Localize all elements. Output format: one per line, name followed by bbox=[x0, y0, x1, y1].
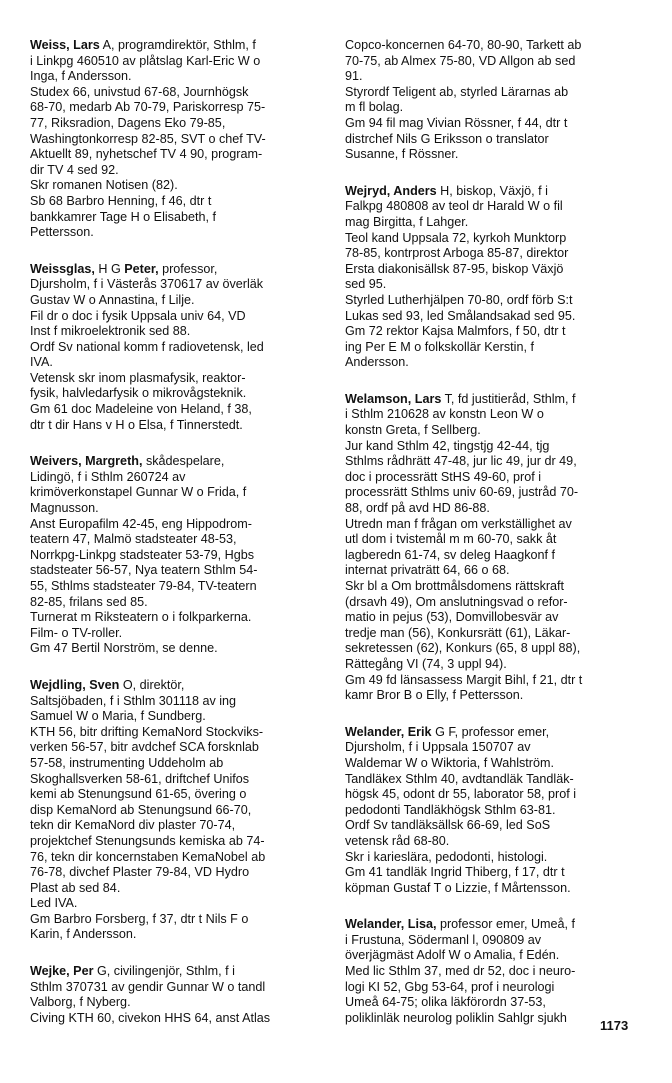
entry-line bbox=[30, 194, 324, 210]
entry-text: fysik, halvledarfysik o mikrovågsteknik. bbox=[30, 386, 247, 401]
entry-line bbox=[30, 163, 324, 179]
entry-line bbox=[345, 485, 639, 501]
entry-text: i Sthlm 210628 av konstn Leon W o bbox=[345, 407, 544, 422]
entry-line bbox=[345, 309, 639, 325]
entry-heading-name: Welander, Erik bbox=[345, 724, 432, 739]
entry-text: Studex 66, univstud 67-68, Journhögsk bbox=[30, 84, 249, 99]
entry-text: Styrordf Teligent ab, styrled Lärarnas ab bbox=[345, 84, 569, 99]
entry-heading-name: Weissglas, bbox=[30, 261, 95, 276]
entry-line bbox=[30, 865, 324, 881]
entry-text: Lukas sed 93, led Smålandsakad sed 95. bbox=[345, 308, 576, 323]
entry-text: ing Per E M o folkskollär Kerstin, f bbox=[345, 339, 534, 354]
entry-line bbox=[30, 532, 324, 548]
entry-text: Pettersson. bbox=[30, 225, 94, 240]
entry-line bbox=[345, 787, 639, 803]
entry-text: Fil dr o doc i fysik Uppsala univ 64, VD bbox=[30, 308, 246, 323]
entry-text: kemi ab Stenungsund 61-65, övering o bbox=[30, 787, 247, 802]
entry-line bbox=[345, 865, 639, 881]
entry-line bbox=[345, 293, 639, 309]
entry-line bbox=[345, 199, 639, 215]
entry-line bbox=[345, 688, 639, 704]
entry-text: Anst Europafilm 42-45, eng Hippodrom- bbox=[30, 516, 252, 531]
entry-text: Gustav W o Annastina, f Lilje. bbox=[30, 292, 195, 307]
entry-line bbox=[345, 324, 639, 340]
entry-text: Med lic Sthlm 37, med dr 52, doc i neuro- bbox=[345, 964, 576, 979]
entry-heading-name: Weivers, Margreth, bbox=[30, 454, 143, 469]
entry-line bbox=[30, 579, 324, 595]
entry-line bbox=[345, 917, 639, 933]
entry-text: professor, bbox=[158, 261, 218, 276]
entry-text: Falkpg 480808 av teol dr Harald W o fil bbox=[345, 199, 563, 214]
entry-line bbox=[345, 803, 639, 819]
entry-text: Gm Barbro Forsberg, f 37, dtr t Nils F o bbox=[30, 911, 249, 926]
entry-text: projektchef Stenungsunds kemiska ab 74- bbox=[30, 833, 265, 848]
entry-text: IVA. bbox=[30, 355, 53, 370]
entry-text: Inga, f Andersson. bbox=[30, 69, 132, 84]
entry-line bbox=[345, 423, 639, 439]
entry-line bbox=[30, 694, 324, 710]
entry-text: Turnerat m Riksteatern o i folkparkerna. bbox=[30, 610, 252, 625]
entry-text: Ordf Sv national komm f radiovetensk, led bbox=[30, 339, 264, 354]
entry-line bbox=[345, 818, 639, 834]
entry-line bbox=[345, 881, 639, 897]
entry-text: distrchef Nils G Eriksson o translator bbox=[345, 131, 549, 146]
entry-line bbox=[345, 407, 639, 423]
entry-line bbox=[30, 641, 324, 657]
entry-text: Djursholm, f i Västerås 370617 av överläk bbox=[30, 277, 264, 292]
entry-text: Magnusson. bbox=[30, 501, 99, 516]
entry-line bbox=[345, 501, 639, 517]
entry-line bbox=[345, 641, 639, 657]
entry-text: verken 56-57, bitr avdchef SCA forsknlab bbox=[30, 740, 259, 755]
entry-text: högsk 45, odont dr 55, laborator 58, prof i bbox=[345, 787, 577, 802]
entry-text: Norrkpg-Linkpg stadsteater 53-79, Hgbs bbox=[30, 547, 255, 562]
entry-text: Samuel W o Maria, f Sundberg. bbox=[30, 709, 206, 724]
entry-text: Gm 41 tandläk Ingrid Thiberg, f 17, dtr t bbox=[345, 865, 565, 880]
entry-text: stadsteater 56-57, Nya teatern Sthlm 54- bbox=[30, 563, 258, 578]
entry-text: Plast ab sed 84. bbox=[30, 880, 121, 895]
entry-text: 55, Sthlms stadsteater 79-84, TV-teatern bbox=[30, 579, 257, 593]
entry-line bbox=[30, 980, 324, 996]
left-column bbox=[30, 38, 324, 1047]
entry-text: Ordf Sv tandläksällsk 66-69, led SoS bbox=[345, 818, 551, 833]
entry-text: T, fd justitieråd, Sthlm, f bbox=[441, 391, 576, 406]
entry-line bbox=[345, 563, 639, 579]
entry-line bbox=[30, 69, 324, 85]
entry-text: Gm 49 fd länsassess Margit Bihl, f 21, dtr t bbox=[345, 672, 583, 687]
entry-line bbox=[30, 995, 324, 1011]
entry-line bbox=[345, 340, 639, 356]
entry-text: i Frustuna, Södermanl l, 090809 av bbox=[345, 932, 542, 947]
entry-text: 70-75, ab Almex 75-80, VD Allgon ab sed bbox=[345, 53, 576, 68]
entry-text: Tandläkex Sthlm 40, avdtandläk Tandläk- bbox=[345, 771, 574, 786]
entry-line bbox=[345, 246, 639, 262]
entry-text: 77, Riksradion, Dagens Eko 79-85, bbox=[30, 115, 226, 130]
entry-line bbox=[30, 116, 324, 132]
entry-line bbox=[345, 933, 639, 949]
entry-line bbox=[345, 69, 639, 85]
entry-text: m fl bolag. bbox=[345, 100, 404, 115]
entry-heading-name: Welander, Lisa, bbox=[345, 917, 437, 932]
entry-line bbox=[30, 610, 324, 626]
entry-text: Skoghallsverken 58-61, driftchef Unifos bbox=[30, 771, 250, 786]
entry-heading-name: Wejke, Per bbox=[30, 964, 94, 979]
entry-text: poliklinläk neurolog poliklin Sahlgr sjukh bbox=[345, 1010, 567, 1025]
entry-text: 82-85, frilans sed 85. bbox=[30, 594, 148, 609]
entry-text: O, direktör, bbox=[119, 677, 185, 692]
entry-line bbox=[345, 725, 639, 741]
entry-line bbox=[30, 100, 324, 116]
entry-text: sekretessen (62), Konkurs (65, 8 uppl 88), bbox=[345, 641, 581, 656]
entry-line bbox=[30, 470, 324, 486]
entry-line bbox=[30, 927, 324, 943]
page-number: 1173 bbox=[600, 1018, 629, 1033]
entry-heading-name: Wejryd, Anders bbox=[345, 183, 437, 198]
entry-text: mag Birgitta, f Lahger. bbox=[345, 214, 469, 229]
entry-line bbox=[345, 948, 639, 964]
entry-text: G F, professor emer, bbox=[431, 724, 550, 739]
entry-text: teatern 47, Malmö stadsteater 48-53, bbox=[30, 532, 237, 547]
entry-text: vetensk råd 68-80. bbox=[345, 833, 450, 848]
entry-line bbox=[345, 54, 639, 70]
entry-text: Vetensk skr inom plasmafysik, reaktor- bbox=[30, 370, 246, 385]
entry-line bbox=[30, 277, 324, 293]
entry-line bbox=[345, 834, 639, 850]
entry-line bbox=[30, 725, 324, 741]
entry-line bbox=[30, 38, 324, 54]
entry-text: i Linkpg 460510 av plåtslag Karl-Eric W o bbox=[30, 53, 261, 68]
entry-heading-name: Welamson, Lars bbox=[345, 391, 442, 406]
entry-heading-name: Peter, bbox=[124, 261, 159, 276]
entry-line bbox=[345, 38, 639, 54]
entry-text: Karin, f Andersson. bbox=[30, 927, 137, 942]
entry-line bbox=[30, 454, 324, 470]
entry-line bbox=[345, 995, 639, 1011]
entry-text: internat privaträtt 64, 66 o 68. bbox=[345, 563, 510, 578]
entry-line bbox=[345, 626, 639, 642]
entry-text: överjägmäst Adolf W o Amalia, f Edén. bbox=[345, 948, 560, 963]
entry-text: Waldemar W o Wiktoria, f Wahlström. bbox=[345, 755, 554, 770]
entry-line bbox=[345, 439, 639, 455]
entry-wejryd-anders bbox=[345, 184, 639, 371]
entry-line bbox=[30, 178, 324, 194]
entry-text: Gm 47 Bertil Norström, se denne. bbox=[30, 641, 218, 656]
entry-line bbox=[30, 964, 324, 980]
entry-text: dir TV 4 sed 92. bbox=[30, 162, 119, 177]
entry-text: konstn Greta, f Sellberg. bbox=[345, 423, 481, 438]
entry-line bbox=[30, 803, 324, 819]
entry-text: Jur kand Sthlm 42, tingstjg 42-44, tjg bbox=[345, 438, 550, 453]
entry-line bbox=[30, 709, 324, 725]
entry-line bbox=[30, 262, 324, 278]
entry-line bbox=[30, 787, 324, 803]
entry-text: 57-58, instrumenting Uddeholm ab bbox=[30, 755, 224, 770]
entry-text: Valborg, f Nyberg. bbox=[30, 995, 131, 1010]
entry-wejke-per bbox=[30, 964, 324, 1026]
entry-line bbox=[345, 215, 639, 231]
entry-text: H, biskop, Växjö, f i bbox=[436, 183, 548, 198]
entry-line bbox=[30, 54, 324, 70]
entry-line bbox=[30, 371, 324, 387]
entry-text: pedodonti Tandläkhögsk Sthlm 63-81. bbox=[345, 802, 556, 817]
entry-text: logi KI 52, Gbg 53-64, prof i neurologi bbox=[345, 979, 555, 994]
entry-welamson-lars bbox=[345, 392, 639, 704]
entry-line bbox=[30, 563, 324, 579]
entry-line bbox=[30, 485, 324, 501]
entry-text: Skr romanen Notisen (82). bbox=[30, 178, 178, 193]
entry-text: Susanne, f Rössner. bbox=[345, 147, 459, 162]
entry-text: Styrled Lutherhjälpen 70-80, ordf förb S:t bbox=[345, 292, 573, 307]
entry-line bbox=[345, 756, 639, 772]
entry-line bbox=[30, 355, 324, 371]
entry-weiss-lars bbox=[30, 38, 324, 241]
entry-line bbox=[30, 386, 324, 402]
entry-weivers-margreth bbox=[30, 454, 324, 657]
entry-text: Inst f mikroelektronik sed 88. bbox=[30, 324, 191, 339]
entry-line bbox=[345, 470, 639, 486]
entry-line bbox=[345, 100, 639, 116]
entry-weissglas-peter bbox=[30, 262, 324, 434]
entry-welander-erik bbox=[345, 725, 639, 897]
entry-line bbox=[345, 579, 639, 595]
entry-text: tredje man (56), Konkursrätt (61), Läkar- bbox=[345, 625, 571, 640]
entry-text: 76, tekn dir koncernstaben KemaNobel ab bbox=[30, 849, 266, 864]
entry-text: 88, ordf på avd HD 86-88. bbox=[345, 501, 490, 516]
entry-text: KTH 56, bitr drifting KemaNord Stockviks- bbox=[30, 724, 264, 739]
entry-text: Skr i karieslära, pedodonti, histologi. bbox=[345, 849, 548, 864]
entry-text: (drsavh 49), Om anslutningsvad o refor- bbox=[345, 594, 568, 609]
entry-line bbox=[30, 402, 324, 418]
entry-line bbox=[345, 548, 639, 564]
entry-line bbox=[30, 340, 324, 356]
entry-line bbox=[30, 772, 324, 788]
entry-text: Sb 68 Barbro Henning, f 46, dtr t bbox=[30, 193, 212, 208]
entry-line bbox=[30, 293, 324, 309]
entry-text: tekn dir KemaNord div plaster 70-74, bbox=[30, 818, 236, 833]
entry-line bbox=[30, 324, 324, 340]
entry-line bbox=[345, 231, 639, 247]
entry-line bbox=[30, 818, 324, 834]
entry-text: lagberedn 61-74, sv deleg Haagkonf f bbox=[345, 547, 556, 562]
entry-line bbox=[30, 678, 324, 694]
entry-line bbox=[345, 532, 639, 548]
entry-line bbox=[30, 210, 324, 226]
entry-text: utl dom i tvistemål m m 60-70, sakk åt bbox=[345, 532, 557, 547]
entry-text: Djursholm, f i Uppsala 150707 av bbox=[345, 740, 531, 755]
entry-line bbox=[345, 610, 639, 626]
entry-text: professor emer, Umeå, f bbox=[436, 917, 576, 932]
entry-text: Umeå 64-75; olika läkförordn 37-53, bbox=[345, 995, 546, 1010]
entry-text: 68-70, medarb Ab 70-79, Pariskorresp 75- bbox=[30, 100, 266, 115]
entry-line bbox=[345, 355, 639, 371]
entry-line bbox=[30, 85, 324, 101]
entry-text: Andersson. bbox=[345, 355, 409, 370]
entry-line bbox=[30, 132, 324, 148]
entry-text: Led IVA. bbox=[30, 896, 78, 911]
entry-text: Civing KTH 60, civekon HHS 64, anst Atlas bbox=[30, 1010, 271, 1025]
entry-text: Washingtonkorresp 82-85, SVT o chef TV- bbox=[30, 131, 266, 146]
entry-wejdling-sven bbox=[30, 678, 324, 943]
entry-line bbox=[30, 147, 324, 163]
entry-line bbox=[345, 657, 639, 673]
entry-text: dtr t dir Hans v H o Elsa, f Tinnerstedt. bbox=[30, 417, 243, 432]
entry-text: H G bbox=[94, 261, 125, 276]
entry-line bbox=[30, 881, 324, 897]
right-column bbox=[345, 38, 639, 1047]
entry-line bbox=[30, 501, 324, 517]
entry-text: disp KemaNord ab Stenungsund 66-70, bbox=[30, 802, 252, 817]
entry-text: Skr bl a Om brottmålsdomens rättskraft bbox=[345, 579, 565, 593]
entry-line bbox=[345, 277, 639, 293]
entry-line bbox=[345, 454, 639, 470]
entry-line bbox=[345, 184, 639, 200]
entry-line bbox=[345, 85, 639, 101]
entry-line bbox=[345, 517, 639, 533]
entry-text: A, programdirektör, Sthlm, f bbox=[99, 38, 256, 52]
entry-text: Utredn man f frågan om verkställighet av bbox=[345, 516, 572, 531]
entry-line bbox=[30, 309, 324, 325]
entry-text: bankkamrer Tage H o Elisabeth, f bbox=[30, 209, 216, 224]
entry-text: Rättegång VI (74, 3 uppl 94). bbox=[345, 656, 507, 671]
entry-text: 91. bbox=[345, 69, 363, 84]
entry-text: Lidingö, f i Sthlm 260724 av bbox=[30, 469, 186, 484]
entry-text: Ersta diakonisällsk 87-95, biskop Växjö bbox=[345, 261, 564, 276]
entry-heading-name: Weiss, Lars bbox=[30, 38, 100, 52]
entry-line bbox=[345, 772, 639, 788]
entry-text: matio in pejus (53), Domvillobesvär av bbox=[345, 610, 559, 625]
entry-line bbox=[30, 896, 324, 912]
entry-line bbox=[30, 740, 324, 756]
entry-text: 78-85, kontrprost Arboga 85-87, direktor bbox=[345, 246, 569, 261]
entry-line bbox=[345, 964, 639, 980]
entry-line bbox=[345, 673, 639, 689]
entry-welander-lisa bbox=[345, 917, 639, 1026]
entry-heading-name: Wejdling, Sven bbox=[30, 677, 120, 692]
entry-line bbox=[345, 132, 639, 148]
entry-text: Sthlm 370731 av gendir Gunnar W o tandl bbox=[30, 979, 266, 994]
entry-line bbox=[345, 262, 639, 278]
entry-line bbox=[30, 912, 324, 928]
entry-text: Gm 94 fil mag Vivian Rössner, f 44, dtr t bbox=[345, 115, 568, 130]
entry-line bbox=[30, 225, 324, 241]
entry-line bbox=[30, 1011, 324, 1027]
entry-text: sed 95. bbox=[345, 277, 387, 292]
entry-text: 76-78, divchef Plaster 79-84, VD Hydro bbox=[30, 865, 250, 880]
entry-text: Copco-koncernen 64-70, 80-90, Tarkett ab bbox=[345, 38, 582, 52]
entry-line bbox=[345, 1011, 639, 1027]
entry-line bbox=[30, 595, 324, 611]
entry-line bbox=[30, 517, 324, 533]
entry-line bbox=[30, 418, 324, 434]
entry-line bbox=[30, 756, 324, 772]
entry-line bbox=[345, 595, 639, 611]
entry-text: Saltsjöbaden, f i Sthlm 301118 av ing bbox=[30, 693, 237, 708]
entry-line bbox=[30, 850, 324, 866]
entry-text: processrätt Sthlms univ 60-69, justråd 70- bbox=[345, 485, 579, 500]
entry-text: Aktuellt 89, nyhetschef TV 4 90, program- bbox=[30, 147, 263, 162]
entry-line bbox=[30, 834, 324, 850]
entry-line bbox=[30, 548, 324, 564]
entry-line bbox=[345, 740, 639, 756]
entry-text: Film- o TV-roller. bbox=[30, 625, 123, 640]
entry-text: doc i processrätt StHS 49-60, prof i bbox=[345, 469, 541, 484]
entry-line bbox=[345, 392, 639, 408]
entry-text: Sthlms rådhrätt 47-48, jur lic 49, jur dr 49, bbox=[345, 454, 577, 469]
entry-text: köpman Gustaf T o Lizzie, f Mårtensson. bbox=[345, 880, 571, 895]
entry-text: skådespelare, bbox=[142, 454, 225, 469]
entry-wejke-per-cont bbox=[345, 38, 639, 163]
entry-line bbox=[345, 980, 639, 996]
entry-text: Teol kand Uppsala 72, kyrkoh Munktorp bbox=[345, 230, 567, 245]
entry-text: Gm 61 doc Madeleine von Heland, f 38, bbox=[30, 402, 252, 417]
entry-text: Gm 72 rektor Kajsa Malmfors, f 50, dtr t bbox=[345, 324, 566, 339]
entry-line bbox=[345, 116, 639, 132]
entry-line bbox=[30, 626, 324, 642]
entry-line bbox=[345, 147, 639, 163]
entry-text: krimöverkonstapel Gunnar W o Frida, f bbox=[30, 485, 247, 500]
entry-text: kamr Bror B o Elly, f Pettersson. bbox=[345, 688, 524, 703]
entry-text: G, civilingenjör, Sthlm, f i bbox=[93, 964, 235, 979]
entry-line bbox=[345, 850, 639, 866]
